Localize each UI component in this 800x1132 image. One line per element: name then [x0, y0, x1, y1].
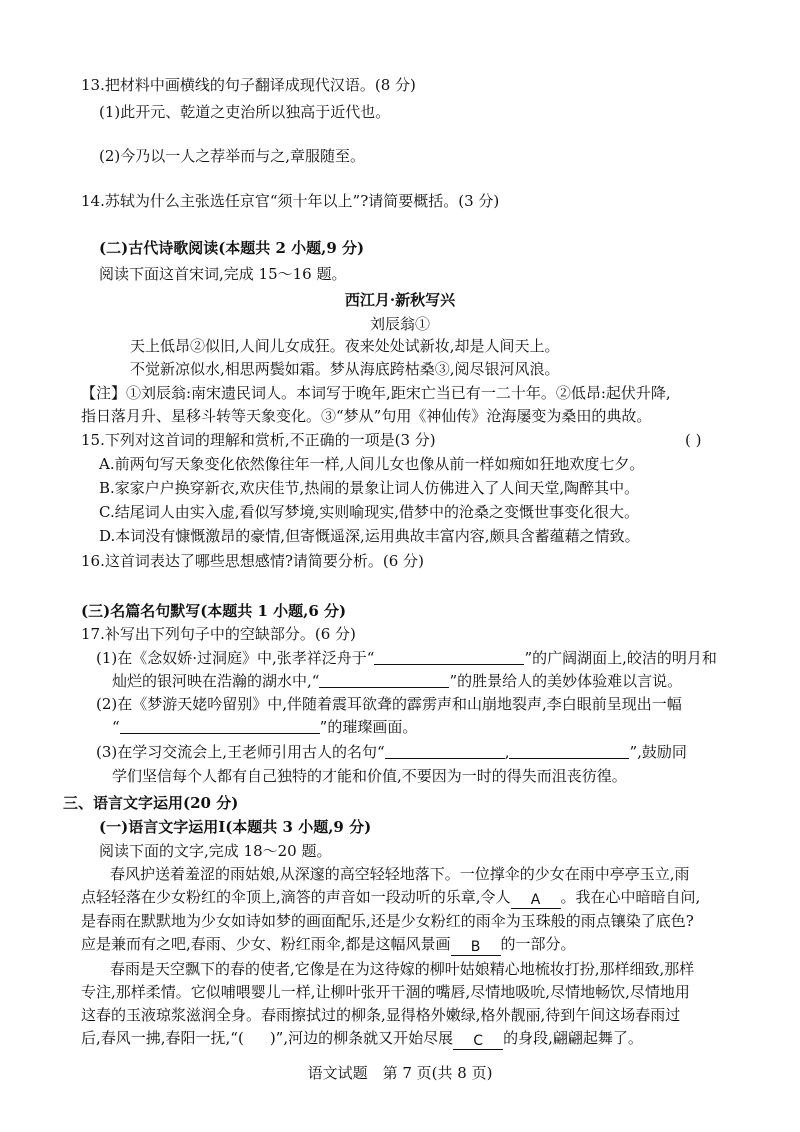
q17-s1-text-b: ”的广阔湖面上,皎洁的明月和	[524, 649, 717, 667]
poem-title: 西江月·新秋写兴	[344, 291, 456, 309]
q15-option-d: D.本词没有慷慨激昂的豪情,但寄慨遥深,运用典故丰富内容,颇具含蓄蕴藉之情致。	[99, 527, 640, 545]
q13-sub1: (1)此开元、乾道之吏治所以独高于近代也。	[99, 103, 391, 121]
q17-sentence-1-line-1	[96, 647, 717, 669]
passage-p1-text-c: 应是兼而有之吧,春雨、少女、粉红雨伞,都是这幅风景画	[81, 935, 451, 953]
q17-s1-text-d: ”的胜景给人的美妙体验难以言说。	[449, 672, 683, 690]
q17-s2-text-c: ”的璀璨画面。	[319, 718, 418, 736]
q17-s1-text-a: (1)在《念奴娇·过洞庭》中,张孝祥泛舟于“	[96, 649, 375, 667]
section-poem-intro: 阅读下面这首宋词,完成 15～16 题。	[99, 265, 347, 283]
passage-p2-line-2: 专注,那样柔情。它似哺喂婴儿一样,让柳叶张开干涸的嘴唇,尽情地吸吮,尽情地畅饮,尽情地用	[81, 983, 690, 1001]
passage-p1-text-d: 的一部分。	[500, 935, 576, 953]
poem-line-1: 天上低昂②似旧,人间儿女成狂。夜来处处试新妆,却是人间天上。	[130, 337, 560, 355]
q17-s3-blank-2[interactable]	[509, 742, 629, 759]
passage-p1-line-3: 是春雨在默默地为少女如诗如梦的画面配乐,还是少女粉红的雨伞为玉珠般的雨点镶染了底色?	[81, 912, 694, 930]
section-recite-heading: (三)名篇名句默写(本题共 1 小题,6 分)	[81, 602, 347, 620]
passage-p2-line-1: 春雨是天空飘下的春的使者,它像是在为这待嫁的柳叶姑娘精心地梳妆打扮,那样细致,那样	[110, 960, 695, 978]
q15-answer-paren[interactable]: ( )	[685, 431, 702, 449]
q17-s2-text-b: “	[112, 718, 120, 736]
q17-s1-blank-2[interactable]	[319, 671, 449, 688]
q17-sentence-2-line-1: (2)在《梦游天姥吟留别》中,伴随着震耳欲聋的霹雳声和山崩地裂声,李白眼前呈现出一幅	[96, 695, 682, 713]
poem-note-line-2: 指日落月升、星移斗转等天象变化。③“梦从”句用《神仙传》沧海屡变为桑田的典故。	[81, 407, 652, 425]
q17-s2-blank[interactable]	[120, 717, 320, 734]
passage-blank-b[interactable]: B	[451, 939, 501, 956]
q15-option-a: A.前两句写天象变化依然像往年一样,人间儿女也像从前一样如痴如狂地欢度七夕。	[99, 455, 645, 473]
passage-p1-line-1: 春风护送着羞涩的雨姑娘,从深邃的高空轻轻地落下。一位撑伞的少女在雨中亭亭玉立,雨	[110, 865, 690, 883]
q17-s3-blank-1[interactable]	[385, 742, 505, 759]
passage-blank-a[interactable]: A	[511, 892, 561, 909]
passage-p2-text-c: 的身段,翩翩起舞了。	[503, 1029, 643, 1047]
passage-p2-text-a: 后,春风一拂,春阳一抚,“(	[81, 1029, 244, 1047]
q14-title: 14.苏轼为什么主张选任京官“须十年以上”?请简要概括。(3 分)	[81, 192, 500, 210]
q17-sentence-1-line-2	[112, 670, 682, 692]
passage-p2-line-3: 这春的玉液琼浆滋润全身。春雨擦拭过的柳条,显得格外嫩绿,格外靓丽,待到午间这场春雨过	[81, 1006, 681, 1024]
passage-p1-text-b: 。我在心中暗暗自问,	[560, 888, 701, 906]
q17-s3-text-b: ,	[504, 743, 510, 761]
q15-option-c: C.结尾词人由实入虚,看似写梦境,实则喻现实,借梦中的沧桑之变慨世事变化很大。	[99, 503, 640, 521]
passage-p1-text-a: 点轻轻落在少女粉红的伞顶上,滴答的声音如一段动听的乐章,令人	[81, 888, 511, 906]
q17-s1-blank-1[interactable]	[374, 648, 524, 665]
poem-note-line-1: 【注】①刘辰翁:南宋遗民词人。本词写于晚年,距宋亡当已有一二十年。②低昂:起伏升降,	[81, 384, 671, 402]
part3-heading: 三、语言文字运用(20 分)	[63, 794, 239, 812]
poem-line-2: 不觉新凉似水,相思两鬓如霜。梦从海底跨枯桑③,阅尽银河风浪。	[130, 360, 560, 378]
poem-author: 刘辰翁①	[369, 315, 430, 333]
page-footer: 语文试题 第 7 页(共 8 页)	[307, 1064, 493, 1082]
q17-sentence-3-line-1	[96, 741, 687, 763]
section-poem-heading: (二)古代诗歌阅读(本题共 2 小题,9 分)	[99, 239, 365, 257]
passage-p2-line-4	[81, 1027, 643, 1050]
q15-title: 15.下列对这首词的理解和赏析,不正确的一项是(3 分)	[81, 431, 436, 449]
q17-sentence-2-line-2	[112, 716, 417, 738]
q13-sub2: (2)今乃以一人之荐举而与之,章服随至。	[99, 147, 366, 165]
passage-p1-line-4	[81, 933, 576, 956]
q13-title: 13.把材料中画横线的句子翻译成现代汉语。(8 分)	[81, 76, 416, 94]
passage-p1-line-2	[81, 886, 700, 909]
q17-sentence-3-line-2: 学们坚信每个人都有自己独特的才能和价值,不要因为一时的得失而沮丧彷徨。	[112, 767, 627, 785]
q17-s3-text-a: (3)在学习交流会上,王老师引用古人的名句“	[96, 743, 385, 761]
passage-p2-text-b: )”,河边的柳条就又开始尽展	[269, 1029, 454, 1047]
q17-title: 17.补写出下列句子中的空缺部分。(6 分)	[81, 625, 356, 643]
passage-blank-c[interactable]: C	[453, 1033, 503, 1050]
part3-intro: 阅读下面的文字,完成 18～20 题。	[99, 842, 332, 860]
q17-s1-text-c: 灿烂的银河映在浩瀚的湖水中,“	[112, 672, 320, 690]
part3-sub-heading: (一)语言文字运用Ⅰ(本题共 3 小题,9 分)	[99, 818, 372, 836]
q15-option-b: B.家家户户换穿新衣,欢庆佳节,热闹的景象让词人仿佛进入了人间天堂,陶醉其中。	[99, 479, 640, 497]
q17-s3-text-c: ”,鼓励同	[629, 743, 687, 761]
q16-title: 16.这首词表达了哪些思想感情?请简要分析。(6 分)	[81, 552, 424, 570]
